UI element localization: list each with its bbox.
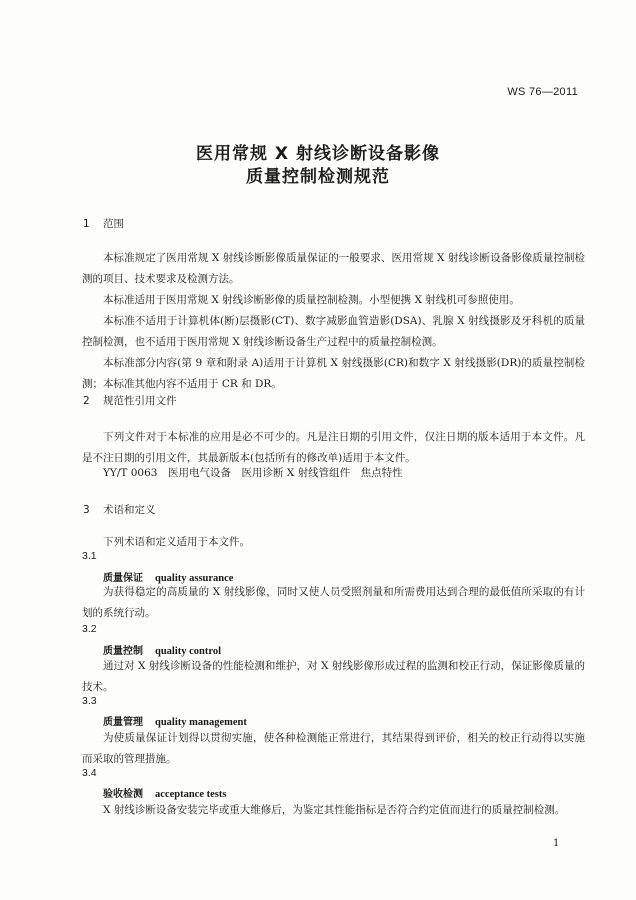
term-en: quality management xyxy=(155,717,247,728)
term-heading xyxy=(103,642,221,657)
document-code: WS 76—2011 xyxy=(507,86,578,98)
term-definition: 为使质量保证计划得以贯彻实施，使各种检测能正常进行，其结果得到评价，相关的校正行动得以实施而采取的管理措施。 xyxy=(82,732,585,765)
term-heading xyxy=(103,713,247,728)
term-definition: 通过对 X 射线诊断设备的性能检测和维护，对 X 射线影像形成过程的监测和校正行动，保证影像质量的技术。 xyxy=(82,660,585,693)
section-title: 规范性引用文件 xyxy=(103,395,177,407)
paragraph: 本标准适用于医用常规 X 射线诊断影像的质量控制检测。小型便携 X 射线机可参照使用。 xyxy=(103,294,520,306)
term-definition: X 射线诊断设备安装完毕或重大维修后，为鉴定其性能指标是否符合约定值而进行的质量控制检测。 xyxy=(103,804,566,816)
terms-intro: 下列术语和定义适用于本文件。 xyxy=(103,536,250,548)
paragraph: 本标准不适用于计算机体(断)层摄影(CT)、数字减影血管造影(DSA)、乳腺 X 射线摄影及牙科机的质量控制检测，也不适用于医用常规 X 射线诊断设备生产过程中的质量控制检测。 xyxy=(82,315,585,348)
section-title: 术语和定义 xyxy=(103,504,156,516)
clause-number: 3.2 xyxy=(82,623,97,635)
paragraph: 本标准规定了医用常规 X 射线诊断影像质量保证的一般要求、医用常规 X 射线诊断设备影像质量控制检测的项目、技术要求及检测方法。 xyxy=(82,252,585,285)
clause-number: 3.3 xyxy=(82,695,97,707)
section-heading-scope xyxy=(83,216,124,231)
term-heading xyxy=(103,785,226,800)
term-definition: 为获得稳定的高质量的 X 射线影像，同时又使人员受照剂量和所需费用达到合理的最低值所采取的有计划的系统行动。 xyxy=(82,586,585,619)
term-en: quality control xyxy=(155,646,222,657)
section-number: 2 xyxy=(83,395,90,407)
term-zh: 质量控制 xyxy=(103,646,143,657)
section-heading-terms-and-definitions xyxy=(83,502,156,517)
paragraph: 本标准部分内容(第 9 章和附录 A)适用于计算机 X 射线摄影(CR)和数字 X 射线摄影(DR)的质量控制检测；本标准其他内容不适用于 CR 和 DR。 xyxy=(82,357,585,390)
document-title-line-2: 质量控制检测规范 xyxy=(246,167,390,187)
section-title: 范围 xyxy=(103,218,124,230)
section-number: 3 xyxy=(83,504,90,516)
document-title-line-1: 医用常规 X 射线诊断设备影像 xyxy=(196,144,440,164)
paragraph: 下列文件对于本标准的应用是必不可少的。凡是注日期的引用文件，仅注日期的版本适用于本文件。凡是不注日期的引用文件，其最新版本(包括所有的修改单)适用于本文件。 xyxy=(82,431,585,464)
section-number: 1 xyxy=(83,218,90,230)
clause-number: 3.1 xyxy=(82,550,97,562)
term-zh: 质量保证 xyxy=(103,573,143,584)
term-en: acceptance tests xyxy=(155,789,227,800)
clause-number: 3.4 xyxy=(82,767,97,779)
term-en: quality assurance xyxy=(155,573,234,584)
page-number: 1 xyxy=(553,838,560,849)
section-heading-normative-references xyxy=(83,393,177,408)
term-zh: 质量管理 xyxy=(103,717,143,728)
reference-entry: YY/T 0063 医用电气设备 医用诊断 X 射线管组件 焦点特性 xyxy=(103,467,403,479)
term-zh: 验收检测 xyxy=(103,789,143,800)
